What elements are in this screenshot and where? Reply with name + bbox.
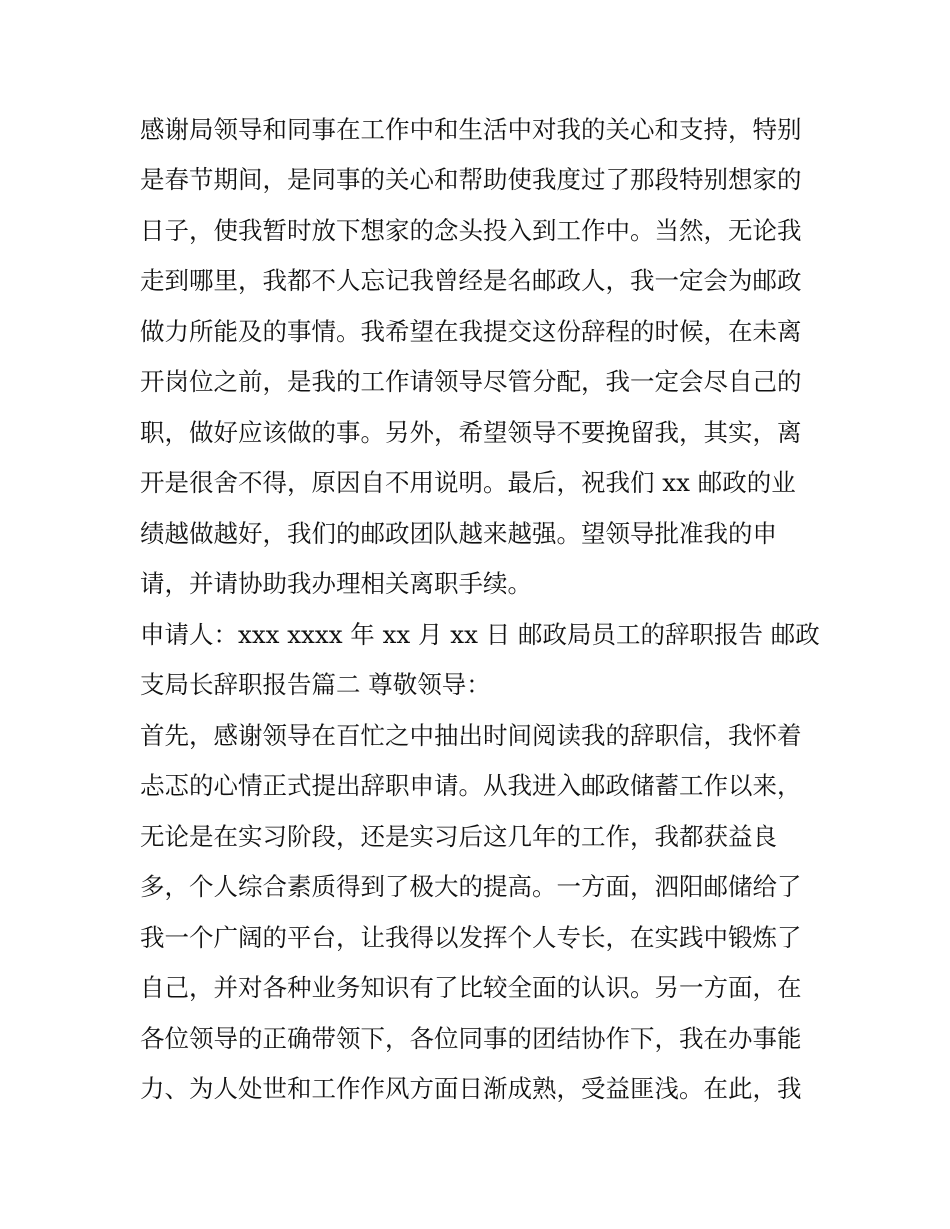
text-line: 力、为人处世和工作作风方面日渐成熟，受益匪浅。在此，我 (140, 1074, 802, 1103)
text-line: 我一个广阔的平台，让我得以发挥个人专长，在实践中锻炼了 (140, 923, 802, 952)
text-line: 申请人：xxx xxxx 年 xx 月 xx 日 邮政局员工的辞职报告 邮政 (140, 620, 820, 649)
text-line: 无论是在实习阶段，还是实习后这几年的工作，我都获益良 (140, 822, 777, 851)
text-line: 日子，使我暂时放下想家的念头投入到工作中。当然，无论我 (140, 216, 802, 245)
text-line: 多，个人综合素质得到了极大的提高。一方面，泗阳邮储给了 (140, 872, 802, 901)
text-line: 做力所能及的事情。我希望在我提交这份辞程的时候，在未离 (140, 317, 802, 346)
text-line: 绩越做越好，我们的邮政团队越来越强。望领导批准我的申 (140, 519, 777, 548)
text-line: 感谢局领导和同事在工作中和生活中对我的关心和支持，特别 (140, 115, 802, 144)
text-line: 是春节期间，是同事的关心和帮助使我度过了那段特别想家的 (140, 165, 802, 194)
text-line: 忐忑的心情正式提出辞职申请。从我进入邮政储蓄工作以来， (140, 771, 802, 800)
text-line: 各位领导的正确带领下，各位同事的团结协作下，我在办事能 (140, 1024, 802, 1053)
text-line: 自己，并对各种业务知识有了比较全面的认识。另一方面，在 (140, 973, 802, 1002)
text-line: 支局长辞职报告篇二 尊敬领导： (140, 670, 491, 699)
text-line: 开是很舍不得，原因自不用说明。最后，祝我们 xx 邮政的业 (140, 468, 796, 497)
text-line: 职，做好应该做的事。另外，希望领导不要挽留我，其实，离 (140, 418, 802, 447)
text-line: 开岗位之前，是我的工作请领导尽管分配，我一定会尽自己的 (140, 367, 802, 396)
text-line: 请，并请协助我办理相关离职手续。 (140, 569, 532, 598)
text-line: 首先，感谢领导在百忙之中抽出时间阅读我的辞职信，我怀着 (140, 721, 802, 750)
text-line: 走到哪里，我都不人忘记我曾经是名邮政人，我一定会为邮政 (140, 266, 802, 295)
